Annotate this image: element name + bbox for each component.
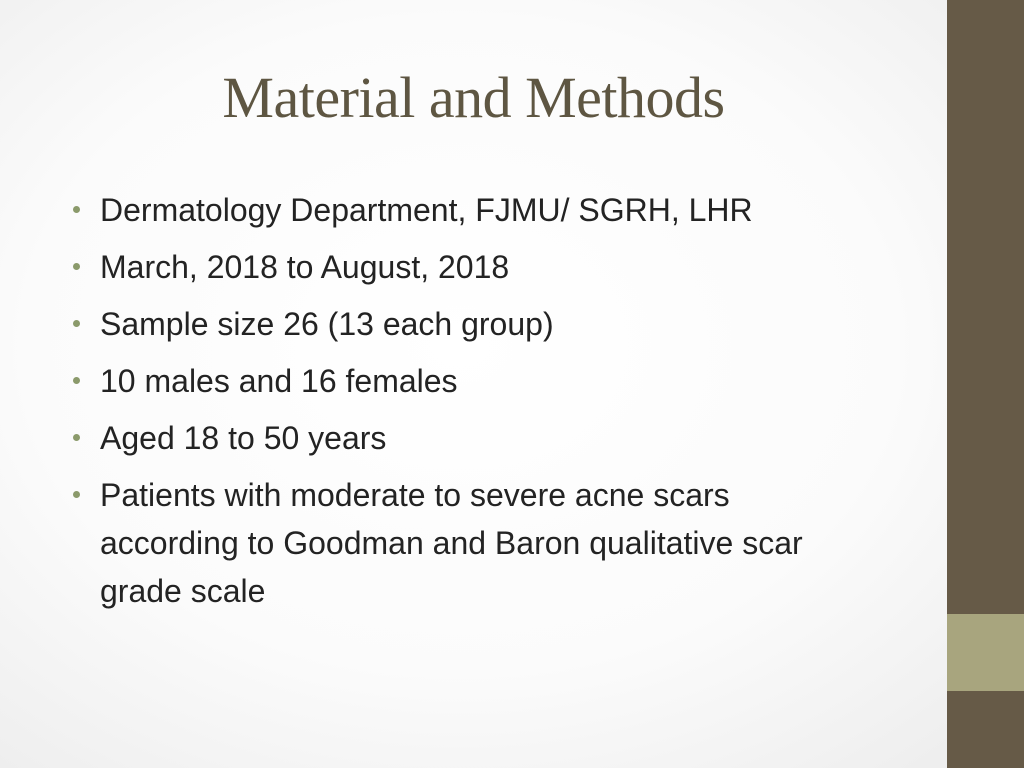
bullet-text: Sample size 26 (13 each group) [100, 306, 554, 342]
bullet-item [72, 357, 872, 405]
bullet-item [72, 243, 872, 291]
side-accent-block [947, 614, 1024, 691]
bullet-item [72, 414, 872, 462]
bullet-dot-icon [73, 206, 80, 213]
bullet-item [72, 186, 872, 234]
bullet-dot-icon [73, 377, 80, 384]
bullet-dot-icon [73, 320, 80, 327]
bullet-dot-icon [73, 491, 80, 498]
bullet-item [72, 471, 872, 615]
bullet-text: 10 males and 16 females [100, 363, 458, 399]
bullet-dot-icon [73, 434, 80, 441]
bullet-text: Dermatology Department, FJMU/ SGRH, LHR [100, 192, 753, 228]
bullet-text: March, 2018 to August, 2018 [100, 249, 510, 285]
bullet-text: Patients with moderate to severe acne scars according to Goodman and Baron qualitative scar grade scale [100, 477, 803, 609]
slide-title: Material and Methods [222, 65, 725, 130]
bullet-text: Aged 18 to 50 years [100, 420, 387, 456]
bullet-list [72, 186, 872, 624]
bullet-item [72, 300, 872, 348]
bullet-dot-icon [73, 263, 80, 270]
